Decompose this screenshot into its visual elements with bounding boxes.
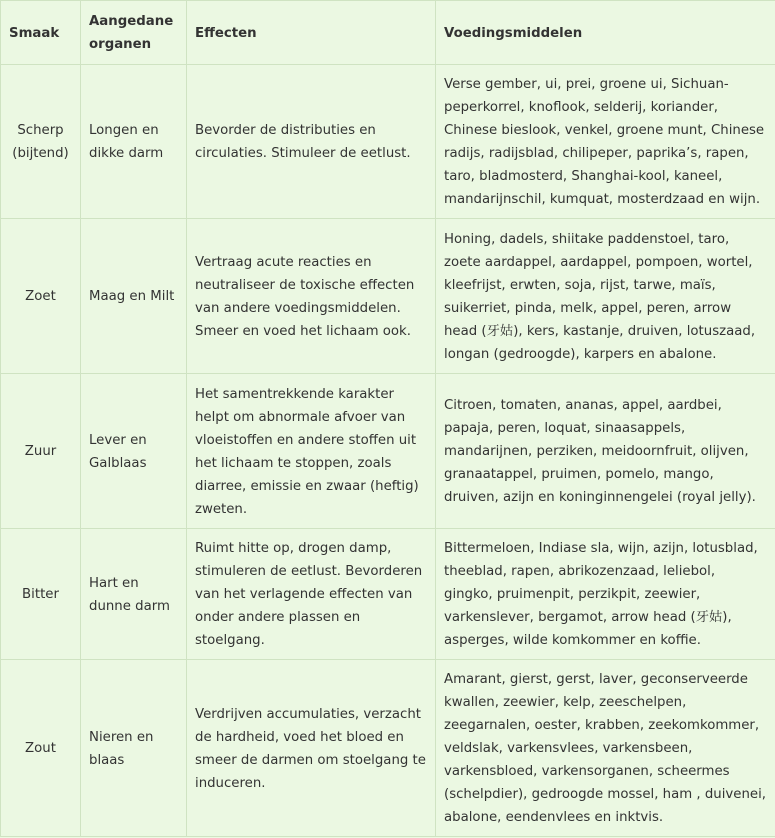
cell-effecten: Bevorder de distributies en circulaties. Stimuleer de eetlust.	[187, 65, 436, 219]
cell-smaak: Bitter	[1, 529, 81, 660]
table-row	[1, 219, 775, 374]
cell-smaak: Zout	[1, 660, 81, 837]
cell-effecten: Verdrijven accumulaties, verzacht de hardheid, voed het bloed en smeer de darmen om stoelgang te induceren.	[187, 660, 436, 837]
table-row	[1, 374, 775, 529]
table-row	[1, 529, 775, 660]
cell-voedingsmiddelen: Citroen, tomaten, ananas, appel, aardbei, papaja, peren, loquat, sinaasappels, mandarijnen, perziken, meidoornfruit, olijven, granaatappel, pruimen, pomelo, mango, druiven, azijn en koninginnengelei (royal jelly).	[436, 374, 775, 529]
header-smaak: Smaak	[1, 1, 81, 65]
cell-voedingsmiddelen: Verse gember, ui, prei, groene ui, Sichuan-peperkorrel, knoflook, selderij, koriander, Chinese bieslook, venkel, groene munt, Chinese radijs, radijsblad, chilipeper, paprika’s, rapen, taro, bladmosterd, Shanghai-kool, kaneel, mandarijnschil, kumquat, mosterdzaad en wijn.	[436, 65, 775, 219]
table-row	[1, 660, 775, 837]
cell-effecten: Het samentrekkende karakter helpt om abnormale afvoer van vloeistoffen en andere stoffen uit het lichaam te stoppen, zoals diarree, emissie en zwaar (heftig) zweten.	[187, 374, 436, 529]
table-row	[1, 65, 775, 219]
header-voedingsmiddelen: Voedingsmiddelen	[436, 1, 775, 65]
cell-smaak: Zuur	[1, 374, 81, 529]
header-effecten: Effecten	[187, 1, 436, 65]
cell-voedingsmiddelen: Honing, dadels, shiitake paddenstoel, taro, zoete aardappel, aardappel, pompoen, wortel, kleefrijst, erwten, soja, rijst, tarwe, maïs, suikerriet, pinda, melk, appel, peren, arrow head (牙姑), kers, kastanje, druiven, lotuszaad, longan (gedroogde), karpers en abalone.	[436, 219, 775, 374]
cell-smaak: Zoet	[1, 219, 81, 374]
cell-effecten: Vertraag acute reacties en neutraliseer de toxische effecten van andere voedingsmiddelen. Smeer en voed het lichaam ook.	[187, 219, 436, 374]
cell-organen: Lever en Galblaas	[81, 374, 187, 529]
cell-voedingsmiddelen: Amarant, gierst, gerst, laver, geconserveerde kwallen, zeewier, kelp, zeeschelpen, zeegarnalen, oester, krabben, zeekomkommer, veldslak, varkensvlees, varkensbeen, varkensbloed, varkensorganen, scheermes (schelpdier), gedroogde mossel, ham , duivenei, abalone, eendenvlees en inktvis.	[436, 660, 775, 837]
table-header-row	[1, 1, 775, 65]
cell-voedingsmiddelen: Bittermeloen, Indiase sla, wijn, azijn, lotusblad, theeblad, rapen, abrikozenzaad, leliebol, gingko, pruimenpit, perzikpit, zeewier, varkenslever, bergamot, arrow head (牙姑), asperges, wilde komkommer en koffie.	[436, 529, 775, 660]
cell-organen: Maag en Milt	[81, 219, 187, 374]
header-organen: Aangedane organen	[81, 1, 187, 65]
cell-organen: Longen en dikke darm	[81, 65, 187, 219]
cell-effecten: Ruimt hitte op, drogen damp, stimuleren de eetlust. Bevorderen van het verlagende effecten van onder andere plassen en stoelgang.	[187, 529, 436, 660]
cell-smaak: Scherp (bijtend)	[1, 65, 81, 219]
cell-organen: Nieren en blaas	[81, 660, 187, 837]
cell-organen: Hart en dunne darm	[81, 529, 187, 660]
